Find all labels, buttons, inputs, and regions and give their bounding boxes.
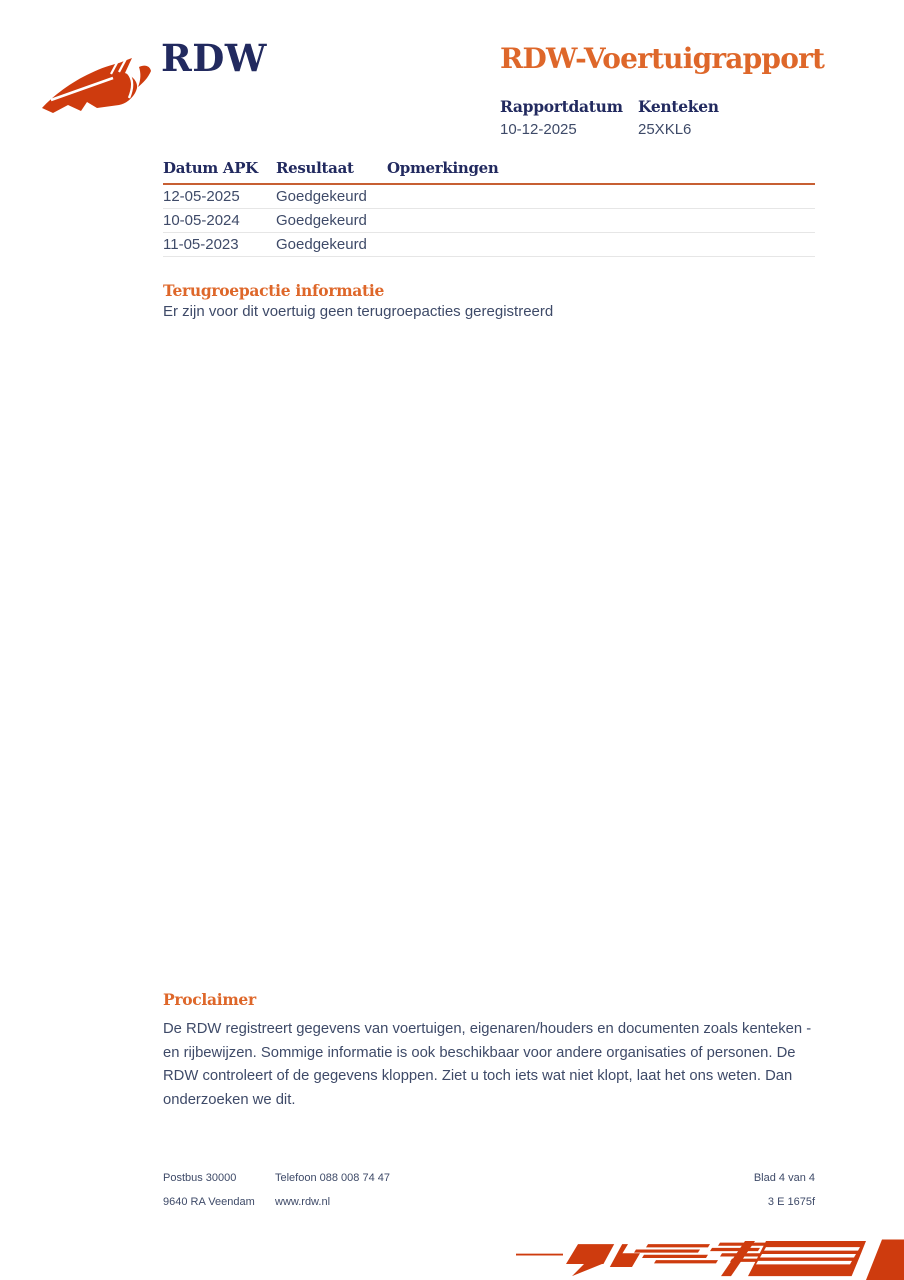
column-header-datum-apk: Datum APK [163,159,276,184]
rdw-logo-text: RDW [161,36,267,80]
rdw-speed-stripes-graphic-icon [514,1238,904,1280]
footer-line-1 [163,1172,815,1184]
footer-postbus: Postbus 30000 [163,1172,237,1184]
rdw-feather-logo-icon [35,52,155,122]
footer-phone: Telefoon 088 008 74 47 [275,1172,390,1184]
table-row [163,184,815,209]
apk-history-table [163,159,815,257]
apk-result-cell: Goedgekeurd [276,184,387,209]
report-meta [500,97,719,138]
apk-remarks-cell [387,233,815,257]
recall-section-heading: Terugroepactie informatie [163,281,385,300]
page-title: RDW-Voertuigrapport [500,42,825,75]
license-plate-label: Kenteken [638,97,719,116]
license-plate-value: 25XKL6 [638,121,692,138]
column-header-resultaat: Resultaat [276,159,387,184]
table-header-row [163,159,815,184]
apk-date-cell: 12-05-2025 [163,184,276,209]
report-date-value: 10-12-2025 [500,121,577,138]
page-footer [163,1172,815,1220]
footer-doc-code: 3 E 1675f [767,1196,815,1208]
apk-date-cell: 10-05-2024 [163,209,276,233]
apk-date-cell: 11-05-2023 [163,233,276,257]
proclaimer-body: De RDW registreert gegevens van voertuigen, eigenaren/houders en documenten zoals kenteken - en rijbewijzen. Sommige informatie is ook beschikbaar voor andere organisaties of personen. De RDW controleert of de gegevens kloppen. Ziet u toch iets wat niet klopt, laat het ons weten. Dan onderzoeken we dit. [163,1021,812,1108]
column-header-opmerkingen: Opmerkingen [387,159,815,184]
report-date-group [500,97,638,138]
report-date-label: Rapportdatum [500,97,623,116]
proclaimer-heading: Proclaimer [163,990,256,1009]
footer-line-2 [163,1196,815,1208]
footer-page-number: Blad 4 van 4 [753,1172,815,1184]
footer-city: 9640 RA Veendam [163,1196,255,1208]
apk-result-cell: Goedgekeurd [276,233,387,257]
apk-remarks-cell [387,184,815,209]
table-row [163,209,815,233]
recall-section-body: Er zijn voor dit voertuig geen terugroepacties geregistreerd [163,303,554,320]
license-plate-group [638,97,719,138]
apk-result-cell: Goedgekeurd [276,209,387,233]
table-row [163,233,815,257]
apk-remarks-cell [387,209,815,233]
footer-website: www.rdw.nl [275,1196,331,1208]
